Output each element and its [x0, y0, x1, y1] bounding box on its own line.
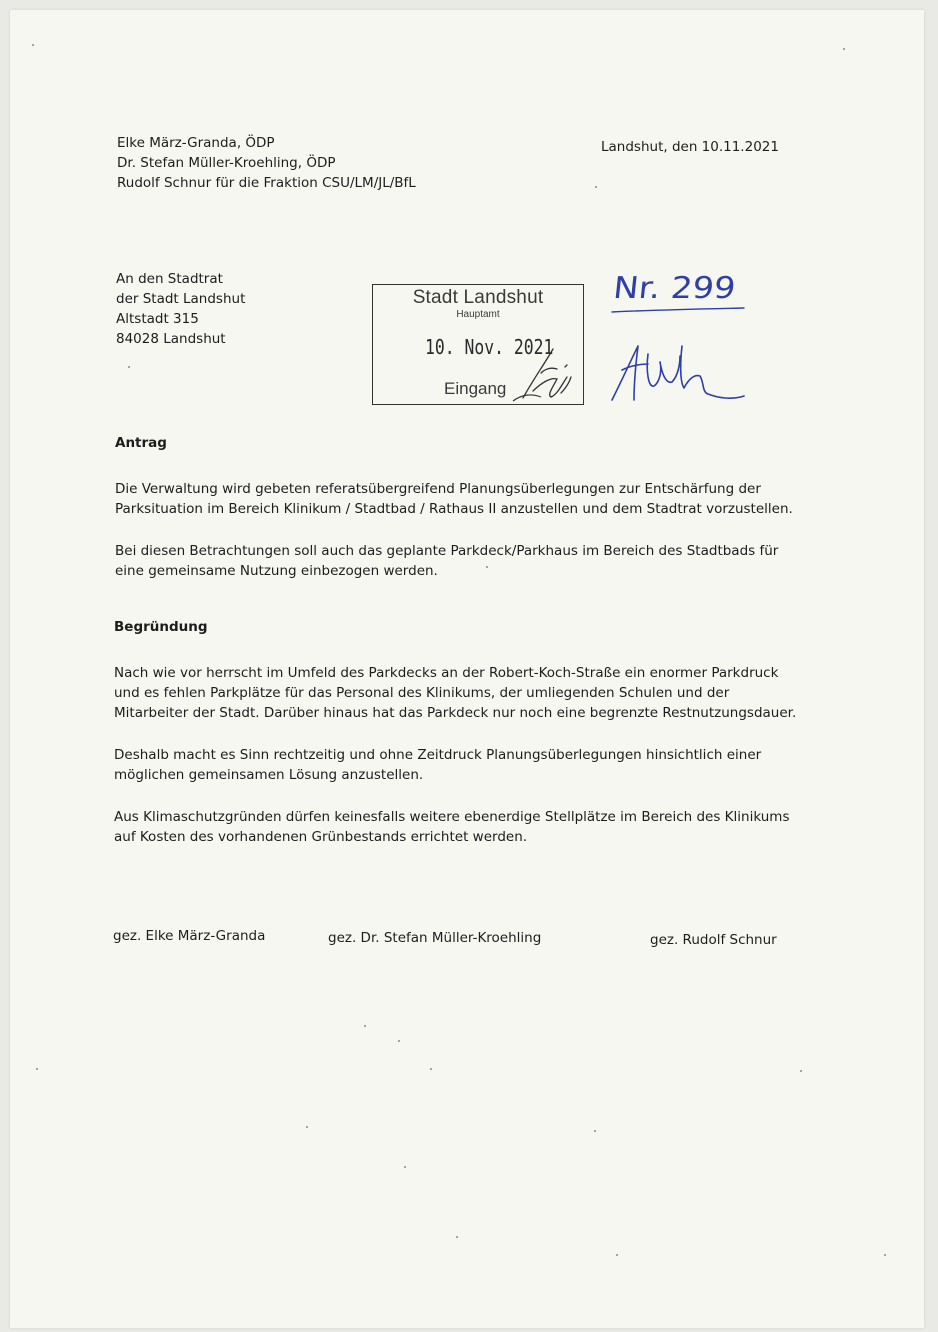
- paragraph-line: Aus Klimaschutzgründen dürfen keinesfalls weitere ebenerdige Stellplätze im Bereich des Klinikums: [114, 809, 790, 825]
- paragraph-line: Mitarbeiter der Stadt. Darüber hinaus hat das Parkdeck nur noch eine begrenzte Restnutzungsdauer.: [114, 705, 797, 721]
- stamp-initials-signature: [511, 343, 581, 403]
- scan-speck: [430, 1068, 432, 1070]
- paragraph-line: Bei diesen Betrachtungen soll auch das geplante Parkdeck/Parkhaus im Bereich des Stadtbads für: [115, 543, 779, 559]
- paragraph-line: Nach wie vor herrscht im Umfeld des Parkdecks an der Robert-Koch-Straße ein enormer Parkdruck: [114, 665, 779, 681]
- sender-block: [117, 133, 416, 193]
- scan-speck: [364, 1025, 366, 1027]
- recipient-line: An den Stadtrat: [116, 271, 223, 287]
- date-line: Landshut, den 10.11.2021: [601, 139, 779, 155]
- handwritten-signature: [608, 340, 748, 410]
- scan-speck: [595, 186, 597, 188]
- paragraph-line: auf Kosten des vorhandenen Grünbestands errichtet werden.: [114, 829, 528, 845]
- scan-speck: [884, 1254, 886, 1256]
- stamp-department: Hauptamt: [456, 309, 500, 320]
- scan-speck: [128, 366, 130, 368]
- recipient-line: Altstadt 315: [116, 311, 199, 327]
- paragraph-line: Die Verwaltung wird gebeten referatsübergreifend Planungsüberlegungen zur Entschärfung der: [115, 481, 761, 497]
- signature-schnur: gez. Rudolf Schnur: [650, 932, 777, 948]
- begruendung-paragraph: [114, 663, 796, 723]
- scan-speck: [32, 44, 34, 46]
- paragraph-line: möglichen gemeinsamen Lösung anzustellen.: [114, 767, 424, 783]
- antrag-paragraph: [115, 541, 778, 581]
- sender-line: Dr. Stefan Müller-Kroehling, ÖDP: [117, 155, 336, 171]
- signature-mueller-kroehling: gez. Dr. Stefan Müller-Kroehling: [328, 930, 542, 946]
- receipt-stamp: [372, 284, 584, 405]
- scan-speck: [398, 1040, 400, 1042]
- handwritten-number-text: Nr. 299: [611, 271, 724, 306]
- scan-speck: [36, 1068, 38, 1070]
- paragraph-line: eine gemeinsame Nutzung einbezogen werden.: [115, 563, 438, 579]
- recipient-block: [116, 269, 245, 349]
- scan-speck: [800, 1070, 802, 1072]
- signature-maerz-granda: gez. Elke März-Granda: [113, 928, 266, 944]
- handwritten-number: [610, 264, 750, 316]
- stamp-date: 10. Nov. 2021: [425, 335, 554, 359]
- begruendung-paragraph: [114, 745, 761, 785]
- sender-line: Rudolf Schnur für die Fraktion CSU/LM/JL/BfL: [117, 175, 416, 191]
- scan-speck: [616, 1254, 618, 1256]
- begruendung-heading: Begründung: [114, 619, 208, 635]
- document-page: [10, 10, 924, 1328]
- sender-line: Elke März-Granda, ÖDP: [117, 135, 275, 151]
- scan-speck: [306, 1126, 308, 1128]
- scan-speck: [456, 1236, 458, 1238]
- scan-speck: [486, 566, 488, 568]
- paragraph-line: und es fehlen Parkplätze für das Personal des Klinikums, der umliegenden Schulen und der: [114, 685, 730, 701]
- scan-speck: [843, 48, 845, 50]
- antrag-paragraph: [115, 479, 793, 519]
- scan-speck: [594, 1130, 596, 1132]
- recipient-line: der Stadt Landshut: [116, 291, 246, 307]
- antrag-heading: Antrag: [115, 435, 167, 451]
- begruendung-paragraph: [114, 807, 790, 847]
- recipient-line: 84028 Landshut: [116, 331, 226, 347]
- scan-speck: [404, 1166, 406, 1168]
- stamp-label: Eingang: [444, 379, 507, 398]
- paragraph-line: Parksituation im Bereich Klinikum / Stadtbad / Rathaus II anzustellen und dem Stadtrat vorzustellen.: [115, 501, 793, 517]
- paragraph-line: Deshalb macht es Sinn rechtzeitig und ohne Zeitdruck Planungsüberlegungen hinsichtlich einer: [114, 747, 762, 763]
- stamp-city: Stadt Landshut: [412, 287, 544, 308]
